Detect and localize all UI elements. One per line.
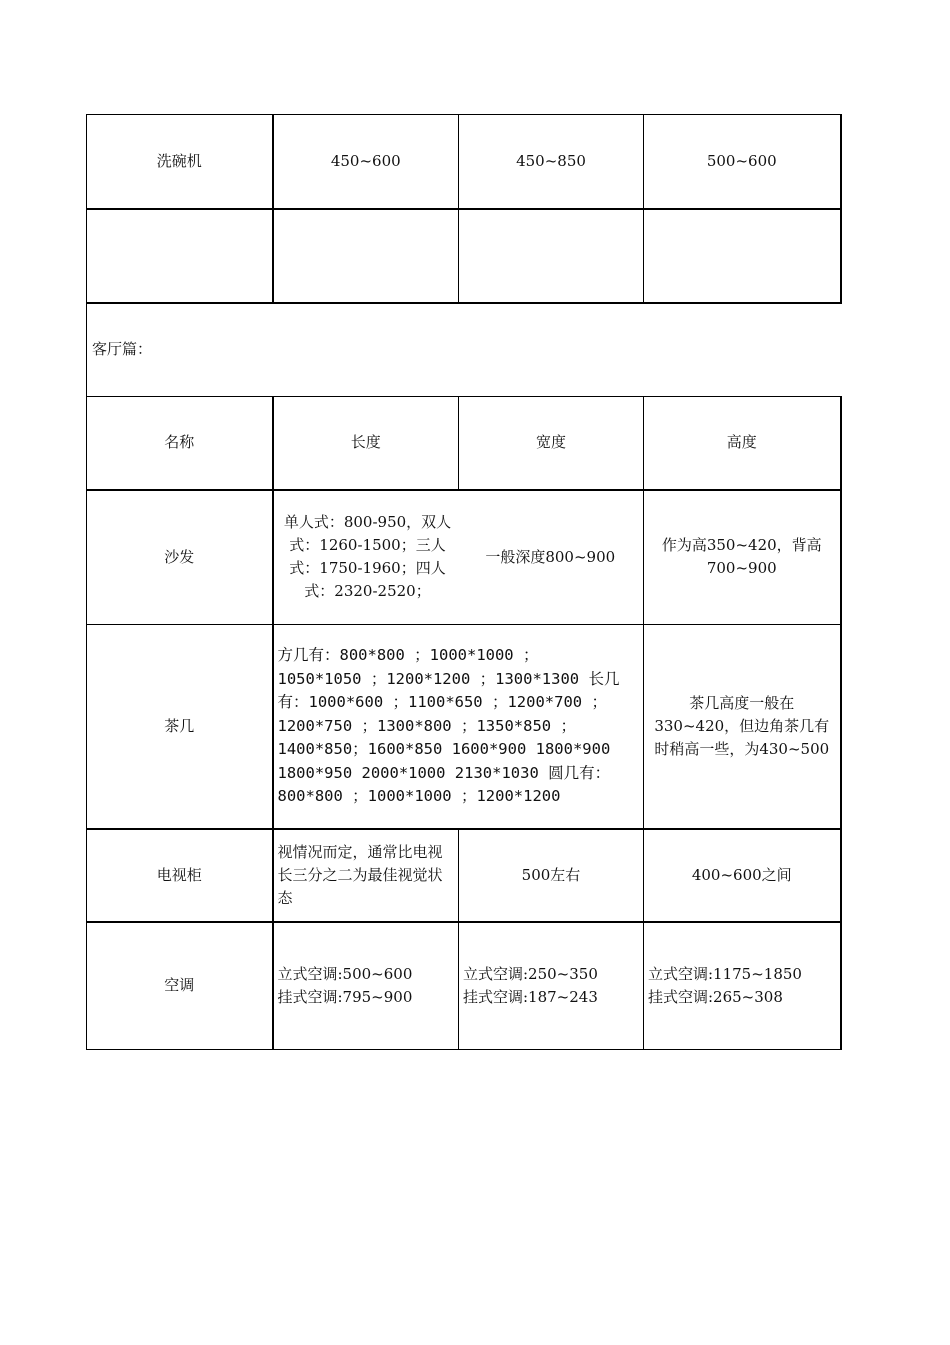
coffee-table-length: [274, 644, 650, 809]
cell-length: [273, 209, 459, 303]
sofa-length: [274, 511, 458, 603]
tv-cabinet-width: 500左右: [459, 829, 644, 922]
tv-cabinet-length-line: 视情况而定，通常比电视: [277, 842, 443, 861]
sofa-height: 作为高350~420，背高700~900: [644, 490, 841, 625]
cell-height: 500~600: [644, 115, 841, 209]
table-row-tv-cabinet: [87, 829, 841, 922]
sofa-length-line: 式：2320-2520；: [304, 582, 431, 601]
coffee-table-height-line: 茶几高度一般在: [689, 693, 795, 712]
cell-name: 茶几: [87, 625, 273, 829]
header-width: 宽度: [459, 397, 644, 490]
sofa-length-line: 单人式：800-950，双人: [283, 513, 452, 532]
coffee-table-height-line: 时稍高一些，为430~500: [654, 739, 830, 758]
table-row: [87, 209, 841, 303]
tv-cabinet-height: 400~600之间: [644, 829, 841, 922]
ac-height-line: 立式空调:1175~1850: [648, 964, 802, 983]
ac-height: [644, 922, 841, 1050]
coffee-table-length-cell: [273, 625, 644, 829]
tv-cabinet-length-line: 态: [277, 888, 293, 907]
ac-width: [459, 922, 644, 1050]
sofa-length-width-cell: [273, 490, 644, 625]
ac-length: [273, 922, 459, 1050]
table-row-air-conditioner: [87, 922, 841, 1050]
cell-name: 沙发: [87, 490, 273, 625]
ac-length-line: 挂式空调:795~900: [277, 987, 413, 1006]
coffee-table-line: 方几有：800*800 ；1000*1000 ；: [277, 646, 539, 664]
table-row-coffee-table: [87, 625, 841, 829]
cell-length: 450~600: [273, 115, 459, 209]
header-length: 长度: [273, 397, 459, 490]
section-row: [87, 303, 841, 397]
header-height: 高度: [644, 397, 841, 490]
ac-height-line: 挂式空调:265~308: [648, 987, 783, 1006]
coffee-table-line: 1200*750 ；1300*800 ；1350*850 ；: [277, 716, 576, 735]
furniture-dimension-table: [86, 114, 842, 1050]
coffee-table-line: 1400*850；1600*850 1600*900 1800*900: [277, 740, 611, 758]
cell-name: 电视柜: [87, 829, 273, 922]
coffee-table-height-line: 330~420，但边角茶几有: [654, 716, 830, 735]
coffee-table-height: [644, 625, 841, 829]
header-row: [87, 397, 841, 490]
coffee-table-line: 1800*950 2000*1000 2130*1030 圆几有：: [277, 763, 611, 782]
sofa-length-line: 式：1750-1960；四人: [289, 559, 446, 578]
tv-cabinet-length-line: 长三分之二为最佳视觉状: [277, 865, 443, 884]
cell-name: [87, 209, 273, 303]
ac-length-line: 立式空调:500~600: [277, 964, 413, 983]
table-row: [87, 115, 841, 209]
cell-name: 空调: [87, 922, 273, 1050]
ac-width-line: 挂式空调:187~243: [463, 987, 598, 1006]
coffee-table-line: 800*800 ；1000*1000 ；1200*1200: [277, 787, 561, 805]
coffee-table-line: 有：1000*600 ；1100*650 ；1200*700 ；: [277, 693, 607, 711]
cell-width: 450~850: [459, 115, 644, 209]
ac-width-line: 立式空调:250~350: [463, 964, 598, 983]
cell-height: [644, 209, 841, 303]
cell-name: 洗碗机: [87, 115, 273, 209]
coffee-table-line: 1050*1050 ；1200*1200 ；1300*1300 长几: [277, 669, 620, 688]
sofa-length-line: 式：1260-1500；三人: [289, 536, 446, 555]
table-row-sofa: [87, 490, 841, 625]
section-title: 客厅篇：: [87, 303, 841, 397]
sofa-width: 一般深度800~900: [485, 547, 616, 566]
cell-width: [459, 209, 644, 303]
header-name: 名称: [87, 397, 273, 490]
tv-cabinet-length: [273, 829, 459, 922]
